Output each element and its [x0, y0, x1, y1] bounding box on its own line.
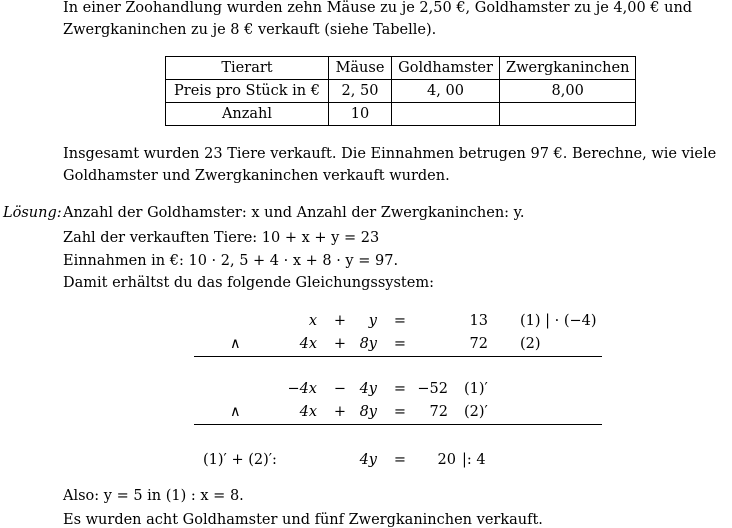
equals: = — [393, 313, 407, 329]
table-cell: Goldhamster — [392, 57, 500, 80]
result-line: Also: y = 5 in (1) : x = 8. — [63, 488, 244, 504]
sum-label: (1)′ + (2)′: — [203, 452, 277, 468]
term-b: 4y — [359, 381, 377, 397]
table-cell — [392, 103, 500, 126]
equation-note: (2)′ — [464, 404, 488, 420]
solution-line: Anzahl der Goldhamster: x und Anzahl der Zwergkaninchen: y. — [63, 205, 525, 221]
operator: + — [333, 336, 347, 352]
and-symbol: ∧ — [230, 404, 241, 420]
table-cell: Mäuse — [329, 57, 392, 80]
rhs: 72 — [469, 336, 488, 352]
solution-label: Lösung: — [3, 205, 62, 221]
and-symbol: ∧ — [230, 336, 241, 352]
term-a: x — [308, 313, 317, 329]
rhs: 20 — [437, 452, 456, 468]
term-b: 8y — [359, 404, 377, 420]
equals: = — [393, 452, 407, 468]
table-cell: 2, 50 — [329, 80, 392, 103]
equals: = — [393, 381, 407, 397]
term-b: 4y — [359, 452, 377, 468]
operator: − — [333, 381, 347, 397]
divider-line — [194, 356, 602, 357]
term-b: 8y — [359, 336, 377, 352]
operator: + — [333, 404, 347, 420]
solution-line: Einnahmen in €: 10 · 2, 5 + 4 · x + 8 · y = 97. — [63, 253, 399, 269]
table-row — [166, 80, 636, 103]
rhs: 13 — [469, 313, 488, 329]
table-cell: Anzahl — [166, 103, 329, 126]
solution-line: Zahl der verkauften Tiere: 10 + x + y = 23 — [63, 230, 380, 246]
equation-note: (2) — [520, 336, 541, 352]
equation-note: (1) | · (−4) — [520, 313, 597, 329]
conclusion-line: Es wurden acht Goldhamster und fünf Zwergkaninchen verkauft. — [63, 512, 543, 528]
term-a: 4x — [299, 404, 317, 420]
term-b: y — [368, 313, 377, 329]
intro-text: In einer Zoohandlung wurden zehn Mäuse zu je 2,50 €, Goldhamster zu je 4,00 € und Zwergkaninchen zu je 8 € verkauft (siehe Tabelle). — [63, 0, 693, 38]
equation-note: |: 4 — [462, 452, 486, 468]
table-cell: Preis pro Stück in € — [166, 80, 329, 103]
rhs: −52 — [417, 381, 448, 397]
operator: + — [333, 313, 347, 329]
table-cell: Zwergkaninchen — [500, 57, 636, 80]
table-cell: 4, 00 — [392, 80, 500, 103]
table-cell: Tierart — [166, 57, 329, 80]
solution-line: Damit erhältst du das folgende Gleichungssystem: — [63, 275, 434, 291]
table-row — [166, 103, 636, 126]
price-table — [165, 56, 636, 126]
term-a: 4x — [299, 336, 317, 352]
equals: = — [393, 336, 407, 352]
table-cell — [500, 103, 636, 126]
equals: = — [393, 404, 407, 420]
task-text: Insgesamt wurden 23 Tiere verkauft. Die Einnahmen betrugen 97 €. Berechne, wie viele Goldhamster und Zwergkaninchen verkauft wurden. — [63, 146, 717, 184]
term-a: −4x — [287, 381, 317, 397]
equation-note: (1)′ — [464, 381, 488, 397]
table-row — [166, 57, 636, 80]
table-cell: 8,00 — [500, 80, 636, 103]
rhs: 72 — [429, 404, 448, 420]
table-cell: 10 — [329, 103, 392, 126]
divider-line — [194, 424, 602, 425]
